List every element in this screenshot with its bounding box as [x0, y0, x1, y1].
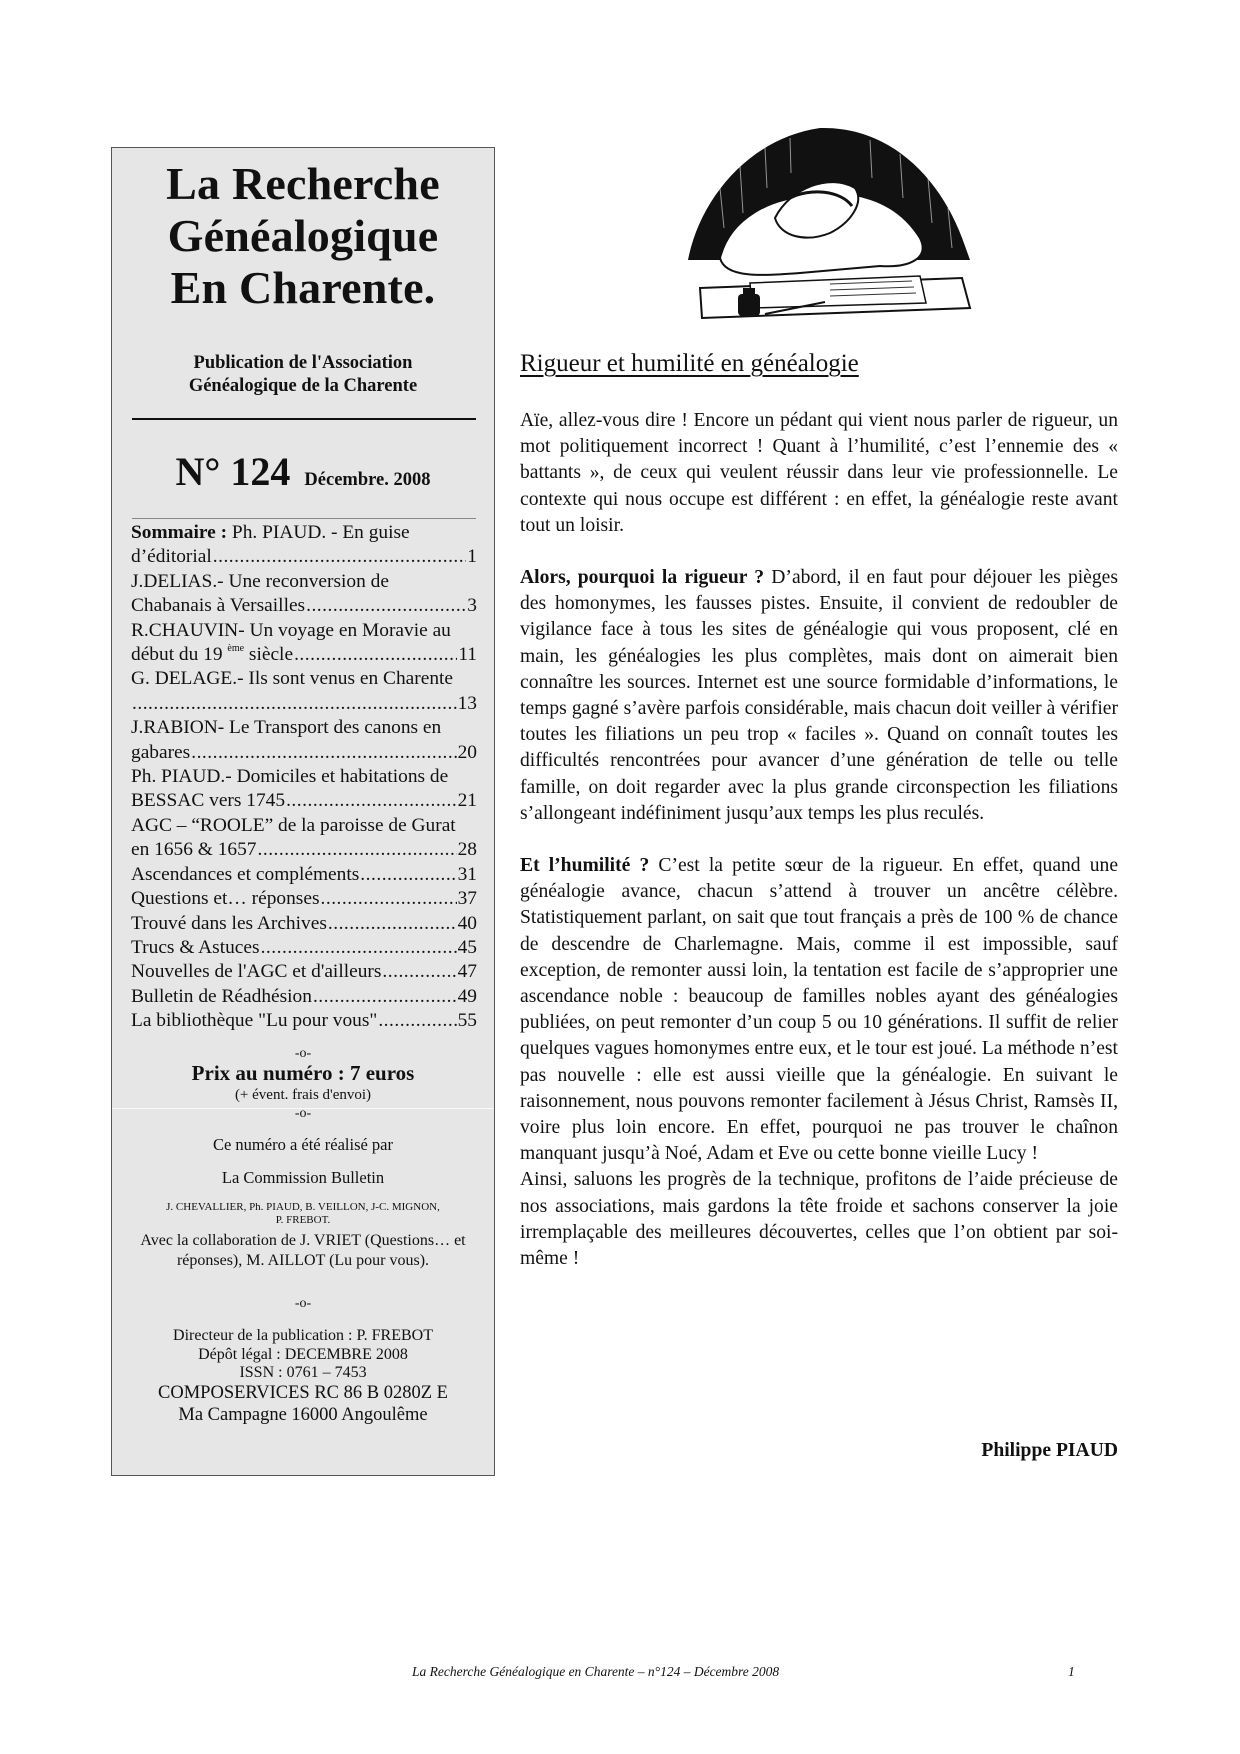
credits-members-line: J. CHEVALLIER, Ph. PIAUD, B. VEILLON, J-C. MIGNON, [166, 1201, 440, 1213]
masthead-title-line: En Charente. [170, 262, 436, 313]
masthead-subtitle [112, 352, 494, 398]
subtitle-line: Publication de l'Association [193, 353, 413, 373]
paragraph-text: Aïe, allez-vous dire ! Encore un pédant qui vient nous parler de rigueur, un mot politiquement incorrect ! Quant à l’humilité, c’est l’ennemie des « battants », de ceux qui veulent réussir dans leur vie professionnelle. Le contexte qui nous occupe est différent : en effet, la généalogie reste avant tout un loisir. [520, 410, 1118, 536]
toc-page-number: 21 [457, 790, 477, 812]
toc-entry-title-cont: d’éditorial [131, 546, 212, 568]
toc-entry-title: Trucs & Astuces [131, 936, 260, 958]
subtitle-line: Généalogique de la Charente [188, 376, 418, 396]
legal-deposit: Dépôt légal : DECEMBRE 2008 [198, 1345, 408, 1363]
toc-leader-dots [213, 545, 467, 569]
toc-leader-dots [306, 594, 466, 618]
toc-page-number: 1 [467, 546, 477, 568]
article-paragraph [520, 853, 1118, 1167]
toc-entry[interactable] [131, 985, 477, 1009]
toc-entry[interactable] [131, 936, 477, 960]
legal-director: Directeur de la publication : P. FREBOT [173, 1327, 433, 1344]
toc-leader-dots [132, 692, 457, 716]
toc-page-number: 49 [457, 985, 477, 1007]
issue-number: N° 124 [175, 449, 291, 494]
issue-date: Décembre. 2008 [304, 470, 431, 490]
toc-entry-title-cont: gabares [131, 741, 191, 763]
credits-collaboration [112, 1231, 494, 1271]
toc-leader-dots [191, 741, 456, 765]
toc-entry-title-cont: en 1656 & 1657 [131, 839, 257, 861]
toc-page-number: 55 [457, 1010, 477, 1032]
toc-entry[interactable] [131, 814, 477, 863]
paragraph-lead: Alors, pourquoi la rigueur ? [520, 567, 765, 589]
toc-entry-title: Nouvelles de l'AGC et d'ailleurs [131, 961, 382, 983]
toc-entry-title: Ph. PIAUD.- Domiciles et habitations de [131, 766, 449, 788]
credits-commission: La Commission Bulletin [221, 1168, 385, 1187]
toc-page-number: 13 [457, 692, 477, 714]
toc-entry-title: R.CHAUVIN- Un voyage en Moravie au [131, 619, 451, 641]
article-signature: Philippe PIAUD [981, 1440, 1118, 1461]
toc-entry-title: La bibliothèque "Lu pour vous" [131, 1010, 378, 1032]
toc-leader-dots [261, 936, 457, 960]
paragraph-text: Ainsi, saluons les progrès de la technique, profitons de l’aide précieuse de nos associations, mais gardons la tête froide et sachons conserver la joie irremplaçable des meilleures découvertes, celles que l’on obtient par soi-même ! [520, 1169, 1118, 1270]
toc-leader-dots [328, 912, 457, 936]
toc-page-number: 45 [457, 936, 477, 958]
toc-entry-title-cont: Chabanais à Versailles [131, 595, 306, 617]
toc-entry[interactable] [131, 1009, 477, 1033]
price-label: Prix au numéro : 7 euros [191, 1061, 415, 1085]
toc-entry[interactable] [131, 570, 477, 619]
toc-entry-title: J.RABION- Le Transport des canons en [131, 717, 442, 739]
table-of-contents [131, 521, 477, 1034]
toc-entry[interactable] [131, 667, 477, 716]
toc-page-number: 3 [467, 595, 477, 617]
toc-page-number: 11 [458, 644, 477, 666]
toc-entry-title: Bulletin de Réadhésion [131, 985, 312, 1007]
page-number: 1 [1068, 1664, 1075, 1679]
toc-entry[interactable] [131, 863, 477, 887]
toc-entry[interactable] [131, 619, 477, 668]
legal-printer-block [112, 1382, 494, 1426]
separator: -o- [294, 1296, 312, 1311]
paragraph-text: C’est la petite sœur de la rigueur. En effet, quand une généalogie avance, chacun s’attend à trouver un ancêtre célèbre. Statistiquement parlant, on sait que tout français a près de 100 % de chance de descendre de Charlemagne. Mais, comme il est impossible, sauf exception, de remonter aussi loin, la tentation est facile de s’approprier une ascendance noble : beaucoup de familles nobles ayant des généalogies publiées, on peut remonter d’un coup 5 ou 10 générations. Il suffit de relier quelques vagues homonymes entre eux, et le tour est joué. La méthode n’est pas nouvelle : elle est aussi vieille que la généalogie. En suivant le raisonnement, nous pouvons remonter facilement à Jésus Christ, Ramsès II, voire plus loin encore. En effet, pourquoi ne pas trouver le chaînon manquant jusqu’à Noé, Adam et Eve ou cette bonne vieille Lucy ! [520, 855, 1119, 1165]
article-paragraph [520, 408, 1118, 539]
toc-entry-title: J.DELIAS.- Une reconversion de [131, 570, 389, 592]
separator: -o- [294, 1106, 312, 1121]
issue-divider [132, 518, 476, 519]
toc-entry-title: Ascendances et compléments [131, 863, 360, 885]
info-box [111, 147, 495, 1476]
paragraph-text: D’abord, il en faut pour déjouer les pièges des homonymes, les fausses pistes. Ensuite, il convient de redoubler de vigilance face à tous les sites de généalogie qui vous proposent, clé en main, les généalogies les plus complètes, mais dont on aimerait bien connaître les sources. Internet est une source formidable d’informations, le temps gagné s’avère parfois considérable, mais chacun doit veiller à vérifier toutes les filiations un peu trop « faciles ». Quand on connaît toutes les difficultés rencontrées pour avancer d’une génération de telle ou telle famille, on doit regarder avec la plus grande circonspection les filiations s’allongeant indéfiniment jusqu’aux temps les plus reculés. [520, 567, 1118, 824]
paragraph-lead: Et l’humilité ? [520, 855, 650, 877]
toc-leader-dots [258, 838, 457, 862]
toc-entry-title: AGC – “ROOLE” de la paroisse de Gurat [131, 814, 456, 836]
toc-leader-dots [382, 960, 456, 984]
scholar-at-desk-illustration [680, 118, 986, 324]
legal-address: Ma Campagne 16000 Angoulême [178, 1405, 428, 1425]
toc-entry[interactable] [131, 887, 477, 911]
article-title: Rigueur et humilité en généalogie [520, 350, 859, 377]
toc-page-number: 20 [457, 741, 477, 763]
toc-entry-title: Ph. PIAUD. - En guise [231, 522, 410, 543]
toc-label: Sommaire : [131, 522, 228, 543]
toc-page-number: 47 [457, 961, 477, 983]
article-paragraph [520, 1167, 1118, 1272]
toc-leader-dots [378, 1009, 456, 1033]
credits-made-by: Ce numéro a été réalisé par [212, 1135, 394, 1154]
legal-info [112, 1327, 494, 1383]
toc-page-number: 40 [457, 912, 477, 934]
masthead-title [112, 158, 494, 314]
article-paragraph [520, 565, 1118, 827]
toc-entry[interactable] [131, 912, 477, 936]
toc-leader-dots [294, 643, 457, 667]
toc-entry-title-cont: BESSAC vers 1745 [131, 790, 286, 812]
separator: -o- [294, 1046, 312, 1061]
issue-line [112, 448, 494, 495]
legal-issn: ISSN : 0761 – 7453 [239, 1364, 367, 1381]
toc-page-number: 28 [457, 839, 477, 861]
toc-leader-dots [286, 789, 457, 813]
masthead-title-line: La Recherche [166, 158, 440, 209]
toc-entry[interactable] [131, 960, 477, 984]
toc-entry[interactable] [131, 765, 477, 814]
credits-collab-line: Avec la collaboration de J. VRIET (Questions… et [140, 1232, 466, 1249]
toc-entry[interactable] [131, 521, 477, 570]
toc-page-number: 31 [457, 863, 477, 885]
credits-members-line: P. FREBOT. [275, 1214, 331, 1226]
toc-entry-title: Questions et… réponses [131, 888, 320, 910]
toc-entry-title: Trouvé dans les Archives [131, 912, 327, 934]
article-body [520, 408, 1118, 1298]
illustration-icon [680, 118, 986, 324]
legal-printer: COMPOSERVICES RC 86 B 0280Z E [158, 1383, 448, 1403]
toc-leader-dots [313, 985, 457, 1009]
toc-entry-title-cont [131, 643, 293, 667]
price-note: (+ évent. frais d'envoi) [234, 1087, 372, 1103]
masthead-divider [132, 418, 476, 420]
credits-members [112, 1201, 494, 1227]
masthead-title-line: Généalogique [167, 210, 439, 261]
toc-text: début du 19 [131, 644, 228, 666]
toc-leader-dots [321, 887, 457, 911]
toc-text: siècle [244, 644, 294, 666]
credits-collab-line: réponses), M. AILLOT (Lu pour vous). [176, 1252, 430, 1269]
superscript: ème [227, 643, 245, 655]
running-footer: La Recherche Généalogique en Charente – n°124 – Décembre 2008 [412, 1664, 780, 1679]
toc-entry-title: G. DELAGE.- Ils sont venus en Charente [131, 668, 454, 690]
toc-entry[interactable] [131, 716, 477, 765]
toc-page-number: 37 [457, 888, 477, 910]
toc-leader-dots [360, 863, 456, 887]
